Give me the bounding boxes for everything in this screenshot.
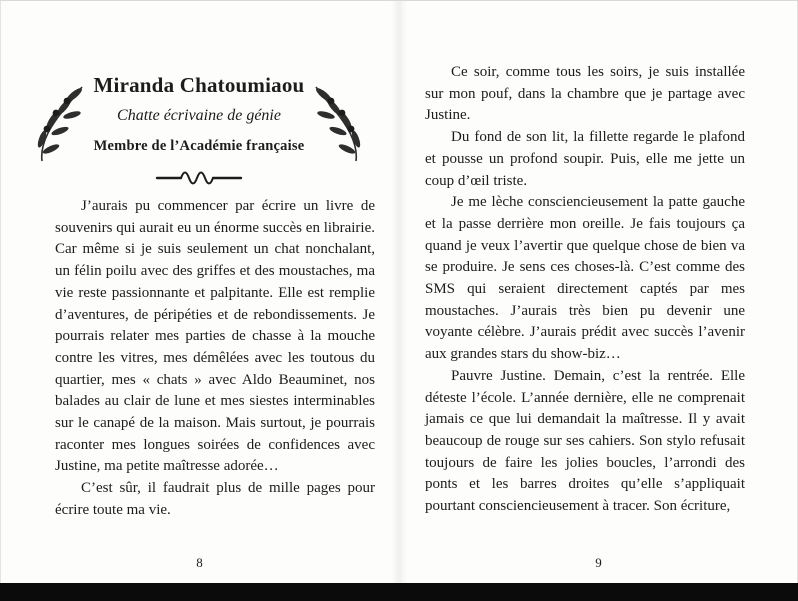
paragraph: C’est sûr, il faudrait plus de mille pages pour écrire toute ma vie. [55,480,375,518]
page-left [0,1,399,584]
page-right [399,1,798,584]
author-role: Chatte écrivaine de génie [117,107,281,124]
page-number-right: 9 [595,555,602,570]
olive-branch-right-icon [310,83,364,170]
right-page-body [425,62,745,518]
author-name: Miranda Chatoumiaou [93,73,305,97]
squiggle-divider-icon [0,167,398,192]
paragraph: Je me lèche consciencieusement la patte gauche et la passe derrière mon oreille. Je fais toujours ça quand je veux l’avertir que quelque chose de bien va se produire. Je sens ces choses-là. C’est comme des SMS qui seraient directement captés par mes moustaches. J’aurais très bien pu devenir une voyante célèbre. J’aurais prédit avec succès l’avenir aux grandes stars du show-biz… [425,194,745,363]
olive-branch-left-icon [34,83,88,170]
author-membership: Membre de l’Académie française [93,138,305,154]
left-page-body [55,196,375,522]
screen-bottom-bar [0,583,798,601]
paragraph: Pauvre Justine. Demain, c’est la rentrée. Elle déteste l’école. L’année dernière, elle ne comprenait jamais ce que lui demandait la maîtresse. Il y avait beaucoup de rouge sur ses cahiers. Son stylo refusait toujours de faire les jolies boucles, l’arrondi des ponts et les barres droites qu’elle s’appliquait pourtant consciencieusement à tracer. Son écriture, [425,367,745,515]
paragraph: J’aurais pu commencer par écrire un livre de souvenirs qui aurait eu un énorme succès en librairie. Car même si je suis seulement un chat nonchalant, un félin poilu avec des griffes et des moustaches, ma vie reste passionnante et palpitante. Elle est remplie d’aventures, de péripéties et de rebondissements. Je pourrais relater mes parties de chasse à la mouche contre les vitres, mes démêlées avec les toutous du quartier, mes « chats » avec Aldo Beauminet, nos balades au clair de lune et mes siestes interminables sur le canapé de la maison. Mais surtout, je pourrais raconter mes longues soirées de confidences avec Justine, ma petite maîtresse adorée… [55,198,375,475]
page-number-left: 8 [196,555,203,570]
paragraph: Ce soir, comme tous les soirs, je suis installée sur mon pouf, dans la chambre que je partage avec Justine. [425,64,745,124]
chapter-header [40,73,358,155]
paragraph: Du fond de son lit, la fillette regarde le plafond et pousse un profond soupir. Puis, elle me jette un coup d’œil triste. [425,129,745,189]
